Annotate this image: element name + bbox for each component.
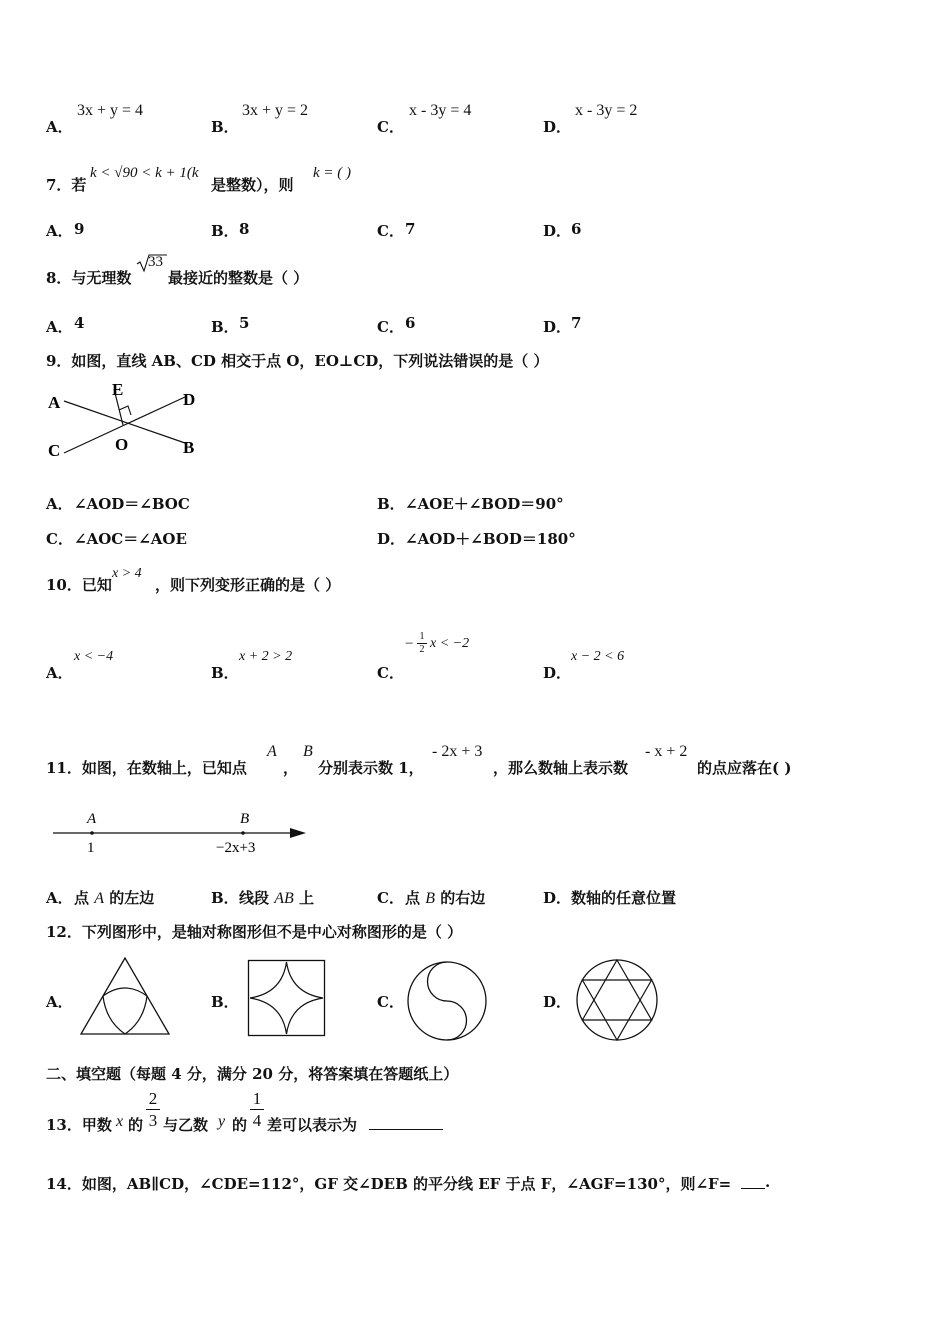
label-a: A bbox=[48, 393, 61, 412]
q11-expr1: - 2x + 3 bbox=[432, 743, 483, 760]
q8-lead: 8．与无理数 bbox=[46, 269, 132, 287]
q8-radicand: 33 bbox=[148, 254, 163, 270]
square-star-figure bbox=[247, 959, 327, 1037]
q11-option-d: 数轴的任意位置 bbox=[571, 889, 677, 907]
q13-f2-num: 1 bbox=[252, 1089, 262, 1108]
q7-option-b-value: 8 bbox=[239, 220, 250, 238]
q8-option-a-value: 4 bbox=[74, 314, 85, 332]
label-d: D bbox=[183, 390, 196, 409]
q10-option-c-minus: − bbox=[405, 636, 414, 652]
q10-option-a-letter: A． bbox=[46, 664, 73, 682]
q9-option-d-letter: D． bbox=[377, 530, 406, 548]
q12-option-d-letter: D． bbox=[543, 993, 572, 1011]
q10-option-c-expr: x < −2 bbox=[430, 636, 470, 651]
label-e: E bbox=[112, 380, 124, 399]
q8-option-c-value: 6 bbox=[405, 314, 416, 332]
q12-option-b-letter: B． bbox=[211, 993, 239, 1011]
q7-option-c-letter: C． bbox=[377, 222, 404, 240]
q6-option-d-expr: x - 3y = 2 bbox=[575, 102, 638, 119]
q7-option-a-value: 9 bbox=[74, 220, 85, 238]
q6-option-c-expr: x - 3y = 4 bbox=[409, 102, 472, 119]
q13-fraction-one-fourth bbox=[250, 1090, 264, 1129]
q10-tail: ，则下列变形正确的是（ ） bbox=[155, 576, 341, 594]
q7-stem-mid: 是整数），则 bbox=[211, 176, 294, 194]
q7-option-b-letter: B． bbox=[211, 222, 239, 240]
q9-option-d-text: ∠AOD＋∠BOD＝180° bbox=[405, 530, 576, 548]
q7-option-c-value: 7 bbox=[405, 220, 416, 238]
q8-option-d-letter: D． bbox=[543, 318, 572, 336]
q11-lead: 11．如图，在数轴上，已知点 bbox=[46, 759, 247, 777]
arrow-right-icon bbox=[290, 828, 306, 838]
axis-value-a: 1 bbox=[87, 840, 95, 856]
q13-de2: 的 bbox=[232, 1116, 248, 1134]
q7-option-d-value: 6 bbox=[571, 220, 582, 238]
q13-lead: 13．甲数 bbox=[46, 1116, 112, 1134]
q11-option-c-letter: C． bbox=[377, 889, 404, 907]
q13-tail: 差可以表示为 bbox=[267, 1116, 358, 1134]
q11-option-b: 线段 AB 上 bbox=[239, 889, 315, 907]
q13-f1-num: 2 bbox=[148, 1089, 158, 1108]
label-b: B bbox=[183, 438, 195, 457]
q6-option-a-letter: A． bbox=[46, 118, 73, 136]
q8-option-c-letter: C． bbox=[377, 318, 404, 336]
circle-s-curve-figure bbox=[406, 960, 488, 1042]
q11-option-a: 点 A 的左边 bbox=[74, 889, 155, 907]
q9-option-c-letter: C． bbox=[46, 530, 73, 548]
q10-option-c-letter: C． bbox=[377, 664, 404, 682]
q10-given: x > 4 bbox=[112, 566, 142, 581]
q11-mid2: ，那么数轴上表示数 bbox=[493, 759, 629, 777]
q10-option-c-frac-num: 1 bbox=[419, 631, 425, 642]
right-angle-mark bbox=[119, 406, 131, 415]
q11-comma: ， bbox=[283, 759, 299, 777]
q10-lead: 10．已知 bbox=[46, 576, 112, 594]
q13-var-y: y bbox=[218, 1113, 226, 1130]
q9-option-b-text: ∠AOE＋∠BOD＝90° bbox=[405, 495, 564, 513]
q6-option-b-expr: 3x + y = 2 bbox=[242, 102, 309, 119]
triangle-reuleaux-figure bbox=[78, 955, 172, 1037]
q7-option-a-letter: A． bbox=[46, 222, 73, 240]
q10-option-a-expr: x < −4 bbox=[74, 649, 114, 664]
q7-number: 7．若 bbox=[46, 176, 87, 194]
axis-label-a: A bbox=[87, 811, 97, 827]
q11-mid1: 分别表示数 1， bbox=[318, 759, 424, 777]
point-b-dot bbox=[241, 831, 245, 835]
q7-option-d-letter: D． bbox=[543, 222, 572, 240]
q14-text: 14．如图，AB∥CD，∠CDE=112°，GF 交∠DEB 的平分线 EF 于点 F，∠AGF=130°，则∠F= bbox=[46, 1175, 732, 1193]
q11-option-d-letter: D． bbox=[543, 889, 572, 907]
intersecting-lines-figure bbox=[40, 375, 220, 465]
circle-hexagram-figure bbox=[575, 958, 659, 1042]
q9-option-b-letter: B． bbox=[377, 495, 405, 513]
q12-stem: 12．下列图形中，是轴对称图形但不是中心对称图形的是（ ） bbox=[46, 923, 463, 941]
q8-tail: 最接近的整数是（ ） bbox=[168, 269, 309, 287]
q11-point-b: B bbox=[303, 743, 313, 760]
q10-option-d-letter: D． bbox=[543, 664, 572, 682]
q9-option-a-letter: A． bbox=[46, 495, 73, 513]
q12-option-c-letter: C． bbox=[377, 993, 404, 1011]
q11-expr2: - x + 2 bbox=[645, 743, 688, 760]
q6-option-a-expr: 3x + y = 4 bbox=[77, 102, 144, 119]
q10-option-b-letter: B． bbox=[211, 664, 239, 682]
q6-option-c-letter: C． bbox=[377, 118, 404, 136]
q8-option-b-value: 5 bbox=[239, 314, 250, 332]
q13-de1: 的 bbox=[128, 1116, 144, 1134]
q7-inequality: k < √90 < k + 1(k bbox=[90, 165, 199, 181]
q13-f1-den: 3 bbox=[148, 1111, 158, 1130]
q13-f2-den: 4 bbox=[252, 1111, 262, 1130]
q13-answer-blank[interactable] bbox=[369, 1115, 443, 1130]
q10-option-d-expr: x − 2 < 6 bbox=[571, 649, 625, 664]
q9-option-a-text: ∠AOD＝∠BOC bbox=[74, 495, 190, 513]
q11-point-a: A bbox=[267, 743, 277, 760]
axis-label-b: B bbox=[240, 811, 250, 827]
q6-option-b-letter: B． bbox=[211, 118, 239, 136]
q13-mid: 与乙数 bbox=[163, 1116, 209, 1134]
q7-ask: k = ( ) bbox=[313, 165, 352, 181]
q13-var-x: x bbox=[116, 1113, 124, 1130]
q11-option-c: 点 B 的右边 bbox=[405, 889, 486, 907]
q8-option-d-value: 7 bbox=[571, 314, 582, 332]
q10-option-c-fraction bbox=[417, 632, 427, 655]
axis-value-b: −2x+3 bbox=[216, 840, 256, 856]
q11-option-a-letter: A． bbox=[46, 889, 73, 907]
q9-stem: 9．如图，直线 AB、CD 相交于点 O，EO⊥CD，下列说法错误的是（ ） bbox=[46, 352, 549, 370]
label-c: C bbox=[48, 441, 61, 460]
q11-tail: 的点应落在( ) bbox=[697, 759, 792, 777]
section-heading: 二、填空题（每题 4 分，满分 20 分，将答案填在答题纸上） bbox=[46, 1065, 459, 1083]
q12-option-a-letter: A． bbox=[46, 993, 73, 1011]
point-a-dot bbox=[90, 831, 94, 835]
label-o: O bbox=[115, 435, 129, 454]
q6-option-d-letter: D． bbox=[543, 118, 572, 136]
q14-end: . bbox=[765, 1173, 771, 1191]
q8-option-b-letter: B． bbox=[211, 318, 239, 336]
q10-option-b-expr: x + 2 > 2 bbox=[239, 649, 293, 664]
q8-option-a-letter: A． bbox=[46, 318, 73, 336]
number-line-figure bbox=[50, 805, 310, 860]
q11-option-b-letter: B． bbox=[211, 889, 239, 907]
q13-fraction-two-thirds bbox=[146, 1090, 160, 1129]
q14-answer-blank[interactable] bbox=[741, 1174, 765, 1189]
q9-option-c-text: ∠AOC＝∠AOE bbox=[74, 530, 187, 548]
q10-option-c-frac-den: 2 bbox=[419, 644, 425, 655]
